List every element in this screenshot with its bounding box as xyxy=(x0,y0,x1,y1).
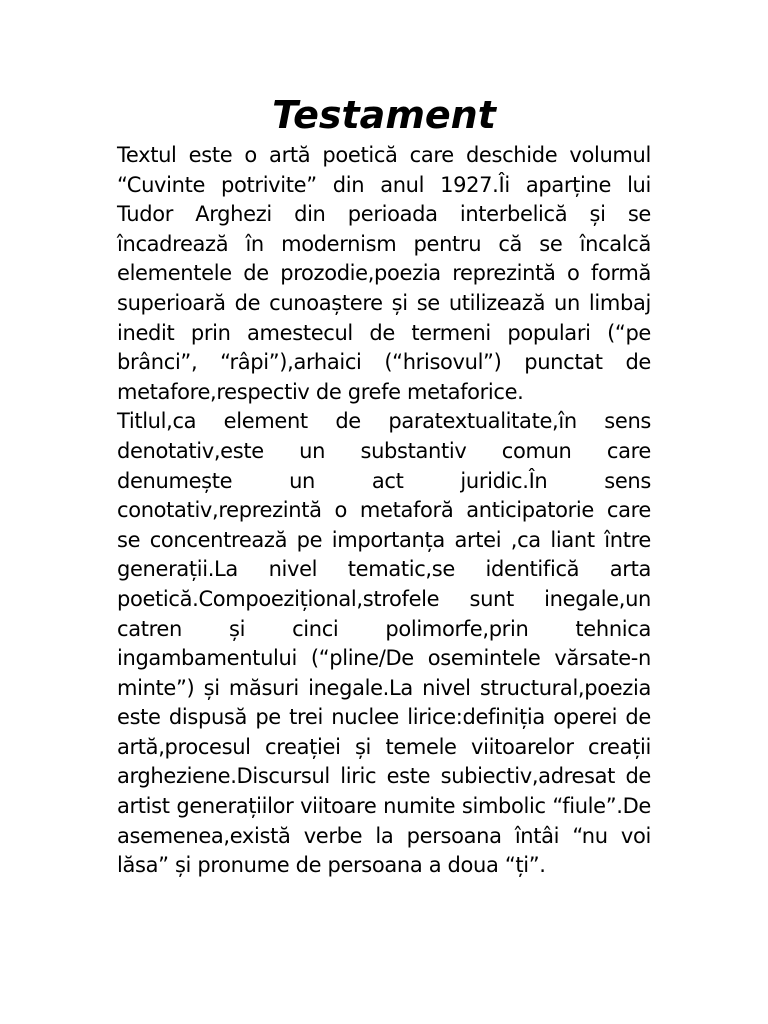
document-body xyxy=(117,141,651,881)
paragraph-analysis: Titlul,ca element de paratextualitate,în sens denotativ,este un substantiv comun care denumește un act juridic.În sens conotativ,reprezintă o metaforă anticipatorie care se concentrează pe importanța artei ,ca liant între generații.La nivel tematic,se identifică arta poetică.Compoezițional,strofele sunt inegale,un catren și cinci polimorfe,prin tehnica ingambamentului (“pline/De osemintele vărsate-n minte”) și măsuri inegale.La nivel structural,poezia este dispusă pe trei nuclee lirice:definiția operei de artă,procesul creației și temele viitoarelor creații argheziene.Discursul liric este subiectiv,adresat de artist generațiilor viitoare numite simbolic “fiule”.De asemenea,există verbe la persoana întâi “nu voi lăsa” și pronume de persoana a doua “ți”. xyxy=(117,409,651,878)
document-title: Testament xyxy=(272,93,496,137)
paragraph-intro: Textul este o artă poetică care deschide volumul “Cuvinte potrivite” din anul 1927.Îi aparține lui Tudor Arghezi din perioada interbelică și se încadrează în modernism pentru că se încalcă elementele de prozodie,poezia reprezintă o formă superioară de cunoaștere și se utilizează un limbaj inedit prin amestecul de termeni populari (“pe brânci”, “râpi”),arhaici (“hrisovul”) punctat de metafore,respectiv de grefe metaforice. xyxy=(117,143,651,404)
